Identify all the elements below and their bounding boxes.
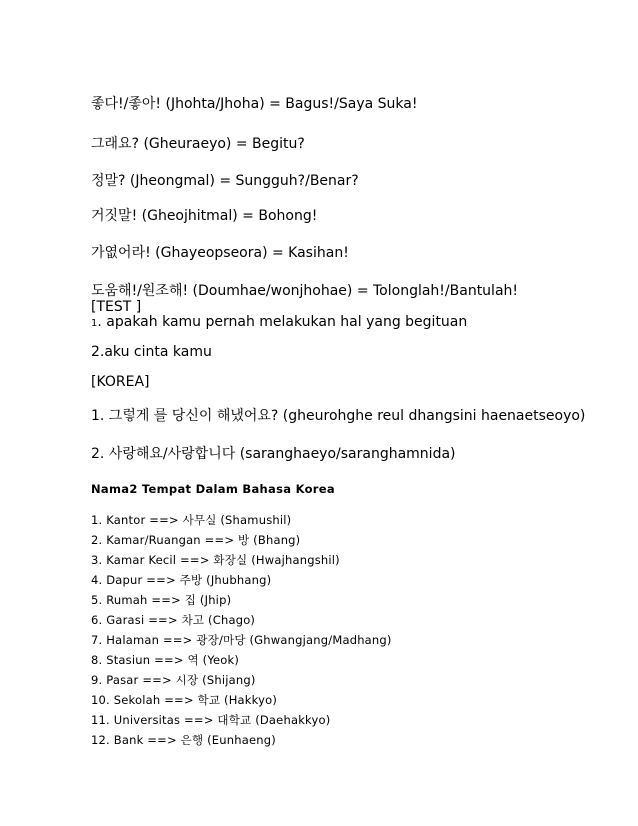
test-header: [TEST ] (91, 299, 142, 315)
place-item: 3. Kamar Kecil ==> 화장실 (Hwajhangshil) (91, 553, 340, 567)
place-item: 10. Sekolah ==> 학교 (Hakkyo) (91, 693, 278, 707)
place-item: 5. Rumah ==> 집 (Jhip) (91, 593, 232, 607)
place-item: 11. Universitas ==> 대학교 (Daehakkyo) (91, 713, 331, 727)
place-item: 6. Garasi ==> 차고 (Chago) (91, 613, 256, 627)
test-item-1-text: . apakah kamu pernah melakukan hal yang begituan (97, 314, 468, 330)
place-item: 1. Kantor ==> 사무실 (Shamushil) (91, 513, 292, 527)
places-heading: Nama2 Tempat Dalam Bahasa Korea (91, 482, 335, 496)
phrase-line: 거짓말! (Gheojhitmal) = Bohong! (91, 208, 318, 224)
phrase-line: 그래요? (Gheuraeyo) = Begitu? (91, 136, 305, 152)
place-item: 12. Bank ==> 은행 (Eunhaeng) (91, 733, 276, 747)
place-item: 9. Pasar ==> 시장 (Shijang) (91, 673, 256, 687)
test-item-2: 2.aku cinta kamu (91, 344, 212, 360)
place-item: 2. Kamar/Ruangan ==> 방 (Bhang) (91, 533, 301, 547)
phrase-line: 도움해!/원조해! (Doumhae/wonjhohae) = Tolonglah!/Bantulah! (91, 283, 519, 299)
korea-header: [KOREA] (91, 374, 150, 390)
test-item-1-number: 1 (91, 318, 98, 329)
place-item: 7. Halaman ==> 광장/마당 (Ghwangjang/Madhang) (91, 633, 392, 647)
phrase-line: 좋다!/좋아! (Jhohta/Jhoha) = Bagus!/Saya Suka! (91, 96, 418, 112)
korea-item-1: 1. 그렇게 를 당신이 해냈어요? (gheurohghe reul dhangsini haenaetseoyo) (91, 408, 586, 424)
phrase-line: 가엾어라! (Ghayeopseora) = Kasihan! (91, 245, 349, 261)
phrase-line: 정말? (Jheongmal) = Sungguh?/Benar? (91, 173, 359, 189)
place-item: 4. Dapur ==> 주방 (Jhubhang) (91, 573, 272, 587)
korea-item-2: 2. 사랑해요/사랑합니다 (saranghaeyo/saranghamnida) (91, 446, 456, 462)
test-item-1 (91, 314, 467, 332)
place-item: 8. Stasiun ==> 역 (Yeok) (91, 653, 240, 667)
